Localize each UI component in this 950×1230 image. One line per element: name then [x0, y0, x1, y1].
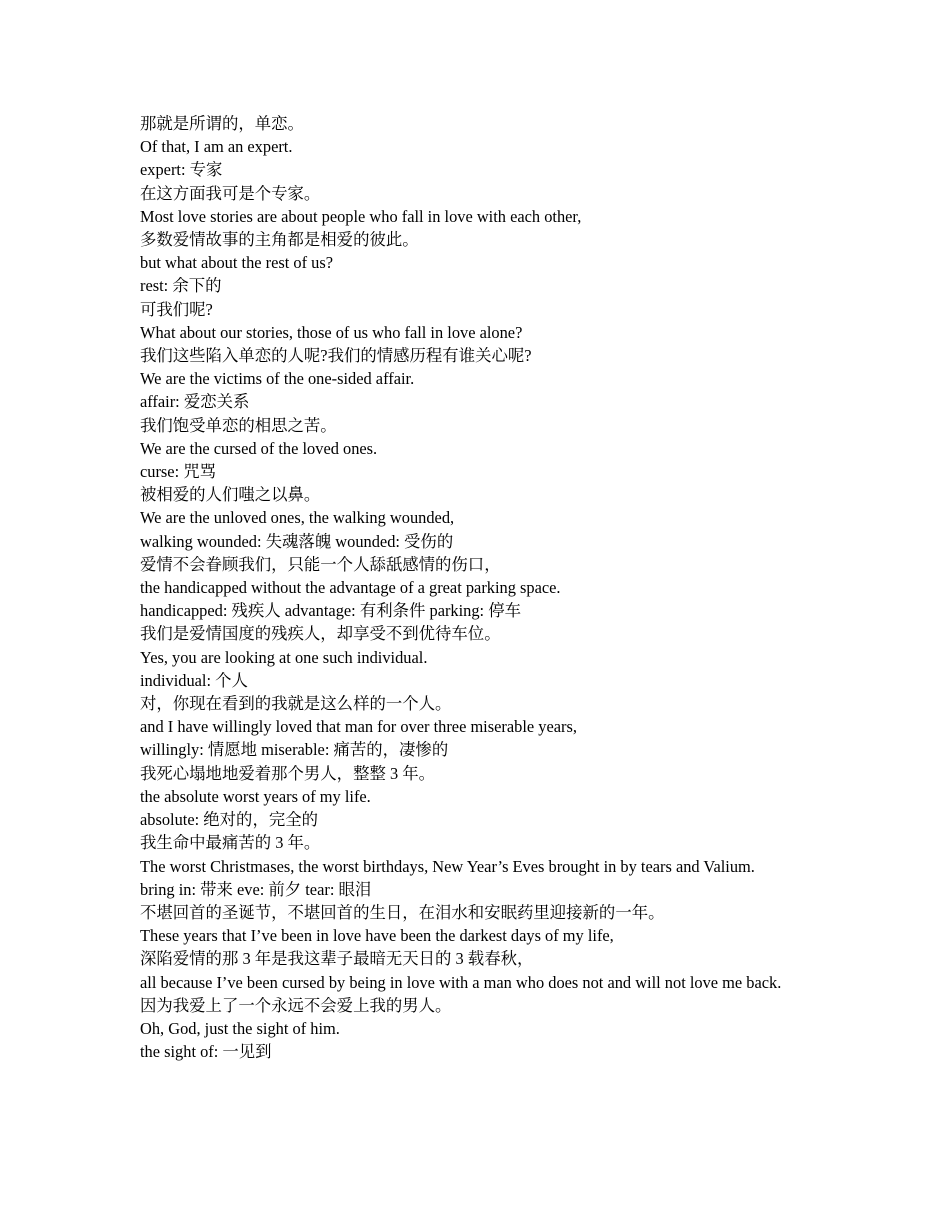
- text-line: Most love stories are about people who fall in love with each other,: [140, 206, 582, 226]
- text-line: 爱情不会眷顾我们，只能一个人舔舐感情的伤口，: [140, 554, 501, 574]
- text-line: Of that, I am an expert.: [140, 137, 293, 157]
- text-line: We are the cursed of the loved ones.: [140, 438, 378, 458]
- text-line: 可我们呢?: [140, 299, 213, 319]
- text-line: These years that I’ve been in love have been the darkest days of my life,: [140, 926, 614, 946]
- text-line: 我死心塌地地爱着那个男人，整整 3 年。: [140, 763, 436, 783]
- text-line: 因为我爱上了一个永远不会爱上我的男人。: [140, 995, 452, 1015]
- text-line: individual: 个人: [140, 670, 248, 690]
- text-line: 对，你现在看到的我就是这么样的一个人。: [140, 694, 452, 714]
- text-line: 多数爱情故事的主角都是相爱的彼此。: [140, 230, 419, 250]
- text-line: 我生命中最痛苦的 3 年。: [140, 833, 321, 853]
- text-line: 那就是所谓的，单恋。: [140, 114, 304, 133]
- text-line: expert: 专家: [140, 160, 223, 180]
- text-line: bring in: 带来 eve: 前夕 tear: 眼泪: [140, 879, 372, 899]
- text-line: The worst Christmases, the worst birthdays, New Year’s Eves brought in by tears and Valium.: [140, 856, 755, 876]
- text-line: absolute: 绝对的，完全的: [140, 810, 319, 830]
- text-line: willingly: 情愿地 miserable: 痛苦的，凄惨的: [140, 740, 449, 760]
- text-line: What about our stories, those of us who fall in love alone?: [140, 322, 523, 342]
- text-line: the absolute worst years of my life.: [140, 786, 371, 806]
- text-line: 被相爱的人们嗤之以鼻。: [140, 485, 321, 505]
- text-line: 我们饱受单恋的相思之苦。: [140, 415, 337, 435]
- text-line: the handicapped without the advantage of a great parking space.: [140, 578, 561, 598]
- text-line: and I have willingly loved that man for over three miserable years,: [140, 717, 577, 737]
- text-line: We are the victims of the one-sided affair.: [140, 369, 415, 389]
- text-line: Yes, you are looking at one such individual.: [140, 647, 428, 667]
- text-line: the sight of: 一见到: [140, 1042, 272, 1062]
- text-line: curse: 咒骂: [140, 462, 217, 482]
- text-line: 不堪回首的圣诞节，不堪回首的生日，在泪水和安眠药里迎接新的一年。: [140, 902, 665, 922]
- text-line: rest: 余下的: [140, 276, 222, 296]
- text-line: 我们这些陷入单恋的人呢?我们的情感历程有谁关心呢?: [140, 346, 532, 366]
- text-line: handicapped: 残疾人 advantage: 有利条件 parking: 停车: [140, 601, 521, 621]
- text-line: but what about the rest of us?: [140, 253, 333, 273]
- text-line: walking wounded: 失魂落魄 wounded: 受伤的: [140, 531, 454, 551]
- document-page: [140, 112, 808, 1063]
- text-line: 我们是爱情国度的残疾人，却享受不到优待车位。: [140, 624, 501, 644]
- text-line: all because I’ve been cursed by being in love with a man who does not and will not love me back.: [140, 972, 782, 992]
- text-line: 深陷爱情的那 3 年是我这辈子最暗无天日的 3 载春秋，: [140, 949, 534, 969]
- text-line: affair: 爱恋关系: [140, 392, 250, 412]
- text-line: Oh, God, just the sight of him.: [140, 1018, 340, 1038]
- text-line: We are the unloved ones, the walking wounded,: [140, 508, 455, 528]
- text-line: 在这方面我可是个专家。: [140, 183, 321, 203]
